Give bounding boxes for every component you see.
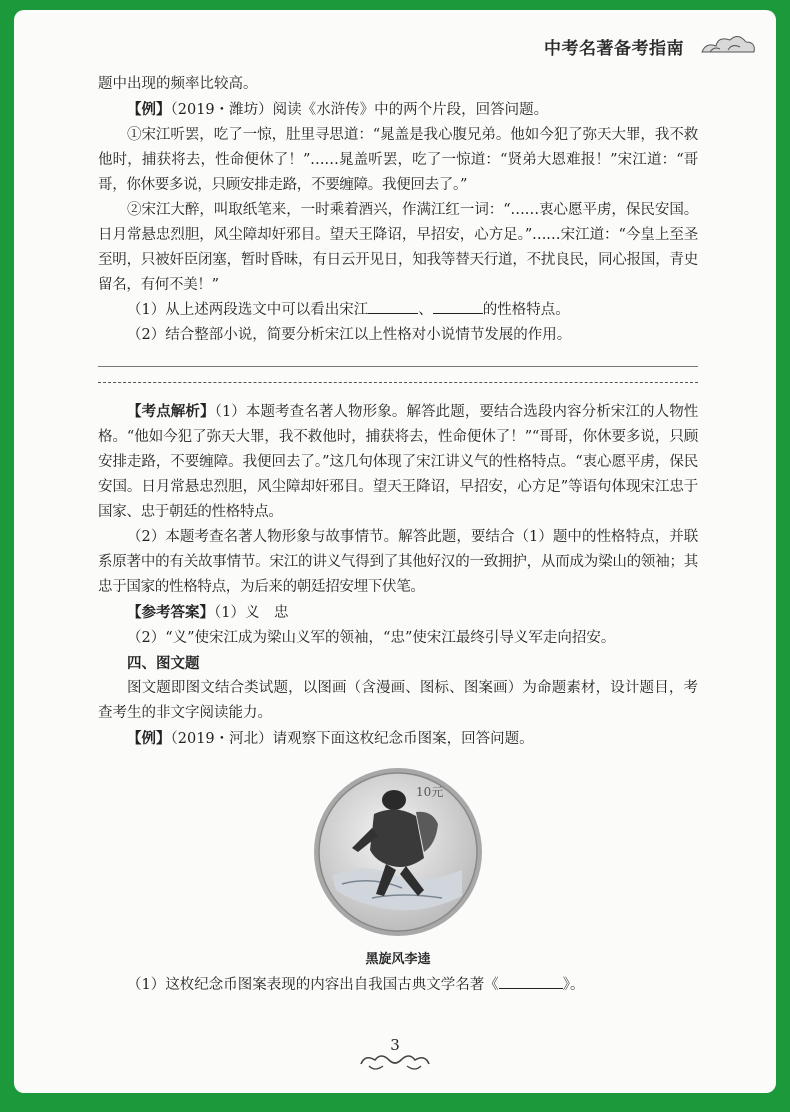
answer-line [98,366,698,367]
quote-1: ①宋江听罢，吃了一惊，肚里寻思道：“晁盖是我心腹兄弟。他如今犯了弥天大罪，我不救他时，捕获将去，性命便休了！”……晁盖听罢，吃了一惊道：“贤弟大恩难报！”宋江道：“哥哥，你休要多说，只顾安排走路，不要缠障。我便回去了。” [98,127,698,193]
answer-blank [499,974,563,989]
question-3 [98,973,698,998]
question-1-tail: 的性格特点。 [482,302,570,318]
divider [98,381,698,383]
question-1 [98,298,698,323]
question-1-text: （1）从上述两段选文中可以看出宋江 [127,302,369,318]
question-3-text: （1）这枚纪念币图案表现的内容出自我国古典文学名著《 [127,977,499,993]
example-1 [98,97,698,123]
paragraph: 题中出现的频率比较高。 [98,76,258,92]
example-text: （2019・潍坊）阅读《水浒传》中的两个片段，回答问题。 [170,102,549,118]
example-2 [98,726,698,752]
analysis-tag: 【考点解析】 [127,403,215,420]
answer-1 [98,600,698,626]
section-text: 图文题即图文结合类试题，以图画（含漫画、图标、图案画）为命题素材，设计题目，考查考生的非文字阅读能力。 [98,680,698,721]
quote-2: ②宋江大醉，叫取纸笔来，一时乘着酒兴，作满江红一词：“……衷心愿平虏，保民安国。日月常悬忠烈胆，风尘障却奸邪目。望天王降诏，早招安，心方足。”……宋江道：“今皇上至圣至明，只被奸臣闭塞，暂时昏昧，有日云开见日，知我等替天行道，不扰良民，同心报国，青史留名，有何不美！” [98,202,698,293]
cloud-ornament-icon [698,30,758,60]
example-tag: 【例】 [127,101,171,118]
analysis-1 [98,399,698,525]
answer-2: （2）“义”使宋江成为梁山义军的领袖，“忠”使宋江最终引导义军走向招安。 [127,630,616,646]
answer-blank [433,299,483,314]
analysis-1-text: （1）本题考查名著人物形象。解答此题，要结合选段内容分析宋江的人物性格。“他如今犯了弥天大罪，我不救他时，捕获将去，性命便休了！”“哥哥，你休要多说，只顾安排走路，不要缠障。我便回去了。”这几句体现了宋江讲义气的性格特点。“衷心愿平虏，保民安国。日月常悬忠烈胆，风尘障却奸邪目。望天王降诏，早招安，心方足”等语句体现宋江忠于国家、忠于朝廷的性格特点。 [98,404,698,520]
example-tag: 【例】 [127,730,171,747]
commemorative-coin-image [312,766,484,938]
coin-denomination: 10元 [416,785,444,799]
analysis-2: （2）本题考查名著人物形象与故事情节。解答此题，要结合（1）题中的性格特点，并联系原著中的有关故事情节。宋江的讲义气得到了其他好汉的一致拥护，从而成为梁山的领袖；其忠于国家的性格特点，为后来的朝廷招安埋下伏笔。 [98,529,698,595]
footer [14,1032,776,1078]
page-number: 3 [390,1036,400,1054]
figure-caption: 黑旋风李逵 [365,952,431,967]
question-2: （2）结合整部小说，简要分析宋江以上性格对小说情节发展的作用。 [127,327,572,343]
coin-figure [98,766,698,942]
page [14,10,776,1093]
question-3-tail: 》。 [562,977,585,993]
answer-blank [368,299,418,314]
answer-1-text: （1）义 忠 [214,605,289,621]
section-heading: 四、图文题 [127,655,200,672]
page-body [98,72,698,998]
example-text: （2019・河北）请观察下面这枚纪念币图案，回答问题。 [170,731,534,747]
header-title: 中考名著备考指南 [544,39,684,59]
answer-tag: 【参考答案】 [127,604,214,621]
question-1-sep: 、 [418,302,433,318]
